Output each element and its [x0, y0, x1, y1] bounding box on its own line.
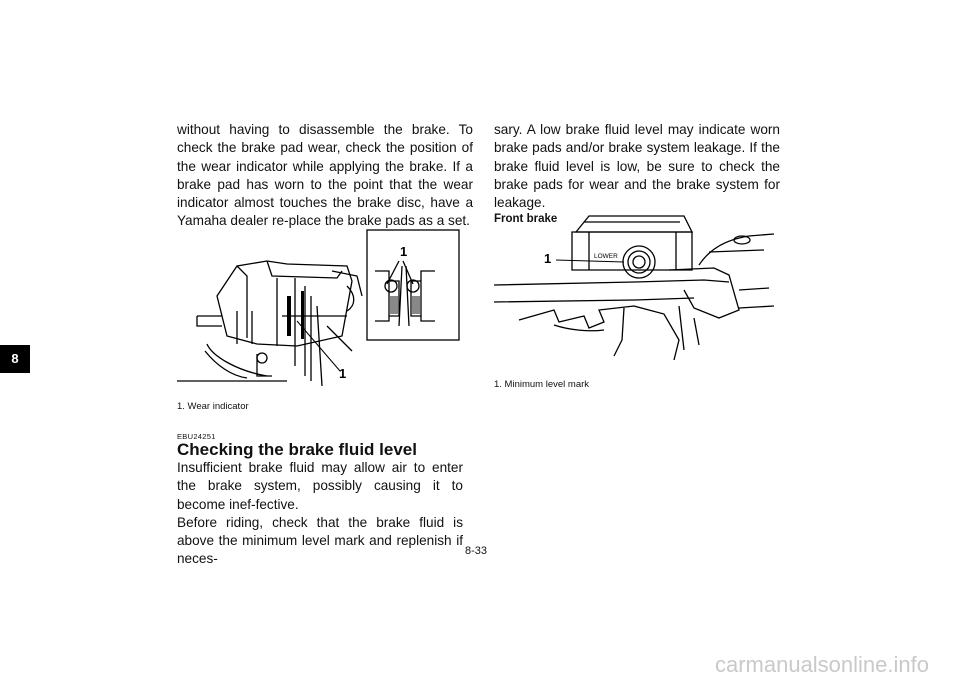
left-lower-text — [177, 459, 463, 569]
callout-1-bottom: 1 — [339, 366, 347, 381]
left-paragraph: without having to disassemble the brake. To check the brake pad wear, check the position of the wear indicator while applying the brake. If a brake pad has worn to the point that the wear indicator almost touches the brake disc, have a Yamaha dealer re-place the brake pads as a set. — [177, 122, 473, 229]
callout-1-top: 1 — [400, 244, 408, 259]
section-paragraph-2: Before riding, check that the brake fluid is above the minimum level mark and replenish if neces- — [177, 514, 463, 567]
brake-caliper-illustration — [177, 226, 463, 390]
wear-indicator-inset — [367, 230, 459, 340]
section-code: EBU24251 — [177, 432, 216, 441]
front-brake-subheading: Front brake — [494, 213, 558, 226]
section-heading: Checking the brake fluid level — [177, 440, 417, 459]
figure-left-caption: 1. Wear indicator — [177, 401, 249, 412]
callout-1: 1 — [544, 251, 552, 266]
brake-reservoir-illustration — [494, 210, 774, 360]
watermark: carmanualsonline.info — [714, 652, 929, 677]
chapter-tab: 8 — [0, 345, 30, 373]
figure-right-caption: 1. Minimum level mark — [494, 379, 590, 390]
left-column — [177, 121, 473, 231]
page-number: 8-33 — [465, 545, 488, 557]
right-paragraph: sary. A low brake fluid level may indicate worn brake pads and/or brake system leakage. If the brake fluid level is low, be sure to check the brake pads for wear and the brake system for leakage. — [494, 122, 780, 211]
lower-mark-label: LOWER — [594, 253, 618, 260]
section-paragraph-1: Insufficient brake fluid may allow air to enter the brake system, possibly causing it to become inef-fective. — [177, 460, 463, 512]
